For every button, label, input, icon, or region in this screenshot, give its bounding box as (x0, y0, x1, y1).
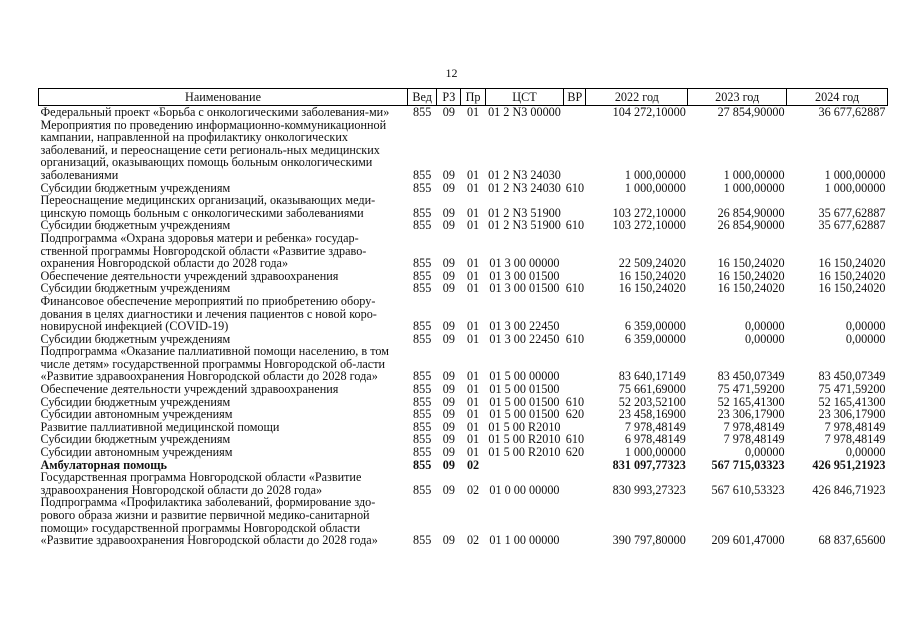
row-2022: 1 000,00000 (624, 445, 686, 460)
row-2024: 7 978,48149 (824, 419, 886, 434)
row-vr: 610 (565, 218, 585, 233)
row-rz: 09 (442, 331, 455, 346)
row-2023: 16 150,24020 (717, 281, 785, 296)
col-header-pr: Пр (461, 89, 485, 106)
row-2023: 209 601,47000 (711, 533, 785, 548)
row-2023: 26 854,90000 (717, 205, 785, 220)
row-2024: 35 677,62887 (818, 205, 886, 220)
row-pr: 01 (466, 205, 480, 220)
row-2024: 16 150,24020 (818, 281, 886, 296)
row-vr: 620 (565, 407, 585, 422)
row-pr: 02 (466, 533, 480, 548)
row-vr (564, 194, 586, 219)
table-row (39, 471, 888, 496)
row-vr (564, 459, 586, 472)
row-2023: 567 715,03323 (711, 457, 785, 472)
page-number: 12 (445, 66, 458, 80)
row-2023: 1 000,00000 (723, 180, 785, 195)
row-2023: 567 610,53323 (711, 482, 785, 497)
row-2024: 35 677,62887 (818, 218, 886, 233)
row-vr (564, 496, 586, 546)
row-pr: 01 (466, 445, 480, 460)
row-2022: 6 359,00000 (624, 319, 686, 334)
row-name: Переоснащение медицинских организаций, оказывающих меди-цинскую помощь больным с онкологическими заболеваниями (40, 193, 376, 220)
row-vr (564, 232, 586, 270)
row-rz: 09 (442, 533, 455, 548)
budget-table (38, 88, 888, 547)
row-pr: 01 (466, 256, 480, 271)
row-2023: 7 978,48149 (723, 419, 785, 434)
row-2022: 831 097,77323 (612, 457, 686, 472)
row-name: Федеральный проект «Борьба с онкологическими заболевания-ми» (40, 105, 390, 119)
row-name: Мероприятия по проведению информационно-коммуникационной кампании, направленной на профилактику онкологических заболеваний, и переоснащение сети региональ-ных медицинских организаций, оказывающих помощь больным онкологическими заболеваниями (40, 117, 387, 182)
row-pr: 01 (466, 105, 480, 119)
row-cst: 01 3 00 01500 (489, 281, 560, 296)
row-name: Субсидии автономным учреждениям (40, 445, 233, 460)
row-2024: 0,00000 (845, 319, 886, 334)
row-pr: 01 (466, 407, 480, 422)
row-vr (564, 119, 586, 182)
row-vr (564, 471, 586, 496)
row-ved: 855 (413, 533, 432, 548)
row-cst: 01 2 N3 24030 (488, 167, 561, 182)
row-cst: 01 3 00 22450 (489, 331, 560, 346)
row-name: Амбулаторная помощь (40, 457, 167, 472)
row-pr: 01 (466, 167, 480, 182)
col-header-ved: Вед (408, 89, 437, 106)
row-2024: 68 837,65600 (818, 533, 886, 548)
row-rz: 09 (442, 482, 455, 497)
row-2023: 52 165,41300 (717, 394, 785, 409)
col-header-rz: РЗ (437, 89, 461, 106)
row-2022: 103 272,10000 (612, 205, 686, 220)
row-2024: 83 450,07349 (818, 369, 886, 384)
row-vr (564, 295, 586, 333)
row-pr: 01 (466, 281, 480, 296)
row-cst: 01 2 N3 24030 (488, 180, 561, 195)
row-name: Государственная программа Новгородской области «Развитие здравоохранения Новгородской области до 2028 года» (40, 470, 362, 497)
row-name: Субсидии бюджетным учреждениям (40, 331, 231, 346)
row-2022: 23 458,16900 (618, 407, 686, 422)
row-pr: 01 (466, 268, 480, 283)
row-pr: 01 (466, 382, 480, 397)
row-2024: 426 951,21923 (812, 457, 886, 472)
row-cst: 01 2 N3 51900 (488, 205, 561, 220)
row-pr: 01 (466, 319, 480, 334)
row-pr: 02 (466, 457, 480, 472)
row-pr: 01 (466, 218, 480, 233)
row-pr: 01 (466, 432, 480, 447)
row-cst: 01 5 00 R2010 (488, 445, 561, 460)
row-2022: 22 509,24020 (618, 256, 686, 271)
row-rz: 09 (442, 369, 455, 384)
row-2022: 7 978,48149 (624, 419, 686, 434)
row-2024: 16 150,24020 (818, 268, 886, 283)
row-name: Развитие паллиативной медицинской помощи (40, 419, 280, 434)
row-cst: 01 5 00 R2010 (488, 419, 561, 434)
col-header-vr: ВР (564, 89, 586, 106)
row-rz: 09 (442, 105, 455, 119)
row-2022: 83 640,17149 (618, 369, 686, 384)
row-name: Субсидии бюджетным учреждениям (40, 180, 231, 195)
row-rz: 09 (442, 268, 455, 283)
row-cst: 01 3 00 00000 (489, 256, 560, 271)
row-ved: 855 (413, 432, 432, 447)
row-2022: 52 203,52100 (618, 394, 686, 409)
row-2022: 103 272,10000 (612, 218, 686, 233)
row-ved: 855 (413, 445, 432, 460)
table-row (39, 295, 888, 333)
row-ved: 855 (413, 105, 432, 119)
row-2023: 75 471,59200 (717, 382, 785, 397)
row-2023: 16 150,24020 (717, 268, 785, 283)
row-vr: 610 (565, 331, 585, 346)
row-pr: 01 (466, 180, 480, 195)
row-name: Обеспечение деятельности учреждений здравоохранения (40, 382, 339, 397)
table-row (39, 232, 888, 270)
row-vr: 610 (565, 281, 585, 296)
row-cst: 01 5 00 R2010 (488, 432, 561, 447)
header-row (39, 89, 888, 106)
table-row (39, 446, 888, 459)
row-2023: 26 854,90000 (717, 218, 785, 233)
row-pr: 01 (466, 369, 480, 384)
row-ved: 855 (413, 268, 432, 283)
row-rz: 09 (442, 256, 455, 271)
row-ved: 855 (413, 482, 432, 497)
row-ved: 855 (413, 281, 432, 296)
row-2023: 16 150,24020 (717, 256, 785, 271)
row-ved: 855 (413, 256, 432, 271)
row-2023: 0,00000 (744, 445, 785, 460)
row-2024: 36 677,62887 (818, 105, 886, 119)
row-rz: 09 (442, 394, 455, 409)
row-rz: 09 (442, 382, 455, 397)
row-2022: 830 993,27323 (612, 482, 686, 497)
row-ved: 855 (413, 394, 432, 409)
row-rz: 09 (442, 180, 455, 195)
row-2024: 52 165,41300 (818, 394, 886, 409)
row-ved: 855 (413, 419, 432, 434)
row-2023: 27 854,90000 (717, 105, 785, 119)
row-rz: 09 (442, 167, 455, 182)
row-rz: 09 (442, 281, 455, 296)
row-2022: 104 272,10000 (612, 105, 686, 119)
row-2024: 16 150,24020 (818, 256, 886, 271)
col-header-2023: 2023 год (688, 89, 787, 106)
row-2024: 0,00000 (845, 445, 886, 460)
row-2023: 83 450,07349 (717, 369, 785, 384)
table-row (39, 119, 888, 182)
row-2022: 16 150,24020 (618, 268, 686, 283)
row-cst: 01 5 00 00000 (489, 369, 560, 384)
row-cst (485, 459, 564, 472)
row-ved: 855 (413, 167, 432, 182)
row-cst: 01 1 00 00000 (489, 533, 560, 548)
table-row (39, 106, 888, 119)
row-2024: 1 000,00000 (824, 167, 886, 182)
row-2024: 0,00000 (845, 331, 886, 346)
table-row (39, 496, 888, 546)
row-rz: 09 (442, 407, 455, 422)
row-rz: 09 (442, 205, 455, 220)
row-cst: 01 5 00 01500 (489, 407, 560, 422)
row-ved: 855 (413, 457, 432, 472)
col-header-2024: 2024 год (787, 89, 888, 106)
row-2022: 1 000,00000 (624, 167, 686, 182)
row-2023: 0,00000 (744, 331, 785, 346)
row-vr: 610 (565, 180, 585, 195)
row-name: Субсидии бюджетным учреждениям (40, 218, 231, 233)
row-2023: 23 306,17900 (717, 407, 785, 422)
row-2022: 75 661,69000 (618, 382, 686, 397)
row-ved: 855 (413, 369, 432, 384)
row-ved: 855 (413, 205, 432, 220)
table-row (39, 345, 888, 383)
row-pr: 02 (466, 482, 480, 497)
row-2024: 23 306,17900 (818, 407, 886, 422)
table-row (39, 383, 888, 396)
row-2022: 1 000,00000 (624, 180, 686, 195)
row-name: Финансовое обеспечение мероприятий по приобретению обору-дования в целях диагностики и лечения пациентов с новой коро-новирусной инфекцией (COVID-19) (40, 293, 377, 334)
row-name: Субсидии бюджетным учреждениям (40, 432, 231, 447)
row-2022: 6 359,00000 (624, 331, 686, 346)
row-2023: 7 978,48149 (723, 432, 785, 447)
col-header-2022: 2022 год (586, 89, 688, 106)
row-pr: 01 (466, 419, 480, 434)
row-name: Подпрограмма «Оказание паллиативной помощи населению, в том числе детям» государственной программы Новгородской об-ласти «Развитие здравоохранения Новгородской области до 2028 года» (40, 344, 389, 384)
table-row (39, 194, 888, 219)
row-vr: 610 (565, 394, 585, 409)
row-cst: 01 5 00 01500 (489, 394, 560, 409)
row-ved: 855 (413, 180, 432, 195)
row-cst: 01 3 00 22450 (489, 319, 560, 334)
row-2022: 6 978,48149 (624, 432, 686, 447)
row-pr: 01 (466, 394, 480, 409)
row-2022: 390 797,80000 (612, 533, 686, 548)
row-vr (564, 106, 586, 119)
row-2024: 426 846,71923 (812, 482, 886, 497)
row-cst: 01 2 N3 00000 (488, 105, 561, 119)
row-name: Субсидии бюджетным учреждениям (40, 394, 231, 409)
col-header-name: Наименование (39, 89, 408, 106)
row-2024: 75 471,59200 (818, 382, 886, 397)
row-rz: 09 (442, 445, 455, 460)
row-name: Субсидии бюджетным учреждениям (40, 281, 231, 296)
row-vr (564, 345, 586, 383)
row-name: Подпрограмма «Профилактика заболеваний, формирование здо-рового образа жизни и развитие первичной медико-санитарной помощи» государственной программы Новгородской области «Развитие здравоохранения Новгородской области до 2028 года» (40, 495, 378, 548)
row-cst: 01 2 N3 51900 (488, 218, 561, 233)
row-rz: 09 (442, 419, 455, 434)
row-name: Подпрограмма «Охрана здоровья матери и ребенка» государ-ственной программы Новгородской области «Развитие здраво-охранения Новгородской области до 2028 года» (40, 230, 367, 271)
row-2024: 1 000,00000 (824, 180, 886, 195)
row-2022: 16 150,24020 (618, 281, 686, 296)
row-rz: 09 (442, 432, 455, 447)
row-ved: 855 (413, 407, 432, 422)
row-cst: 01 3 00 01500 (489, 268, 560, 283)
row-rz: 09 (442, 319, 455, 334)
row-rz: 09 (442, 218, 455, 233)
row-ved: 855 (413, 319, 432, 334)
row-ved: 855 (413, 218, 432, 233)
row-name: Субсидии автономным учреждениям (40, 407, 233, 422)
row-vr: 620 (565, 445, 585, 460)
row-pr: 01 (466, 331, 480, 346)
col-header-cst: ЦСТ (485, 89, 564, 106)
row-vr (564, 383, 586, 396)
row-2023: 1 000,00000 (723, 167, 785, 182)
row-vr: 610 (565, 432, 585, 447)
row-cst: 01 5 00 01500 (489, 382, 560, 397)
row-cst: 01 0 00 00000 (489, 482, 560, 497)
row-2024: 7 978,48149 (824, 432, 886, 447)
row-ved: 855 (413, 331, 432, 346)
row-name: Обеспечение деятельности учреждений здравоохранения (40, 268, 339, 283)
row-ved: 855 (413, 382, 432, 397)
table-row (39, 408, 888, 421)
row-rz: 09 (442, 457, 455, 472)
row-2023: 0,00000 (744, 319, 785, 334)
